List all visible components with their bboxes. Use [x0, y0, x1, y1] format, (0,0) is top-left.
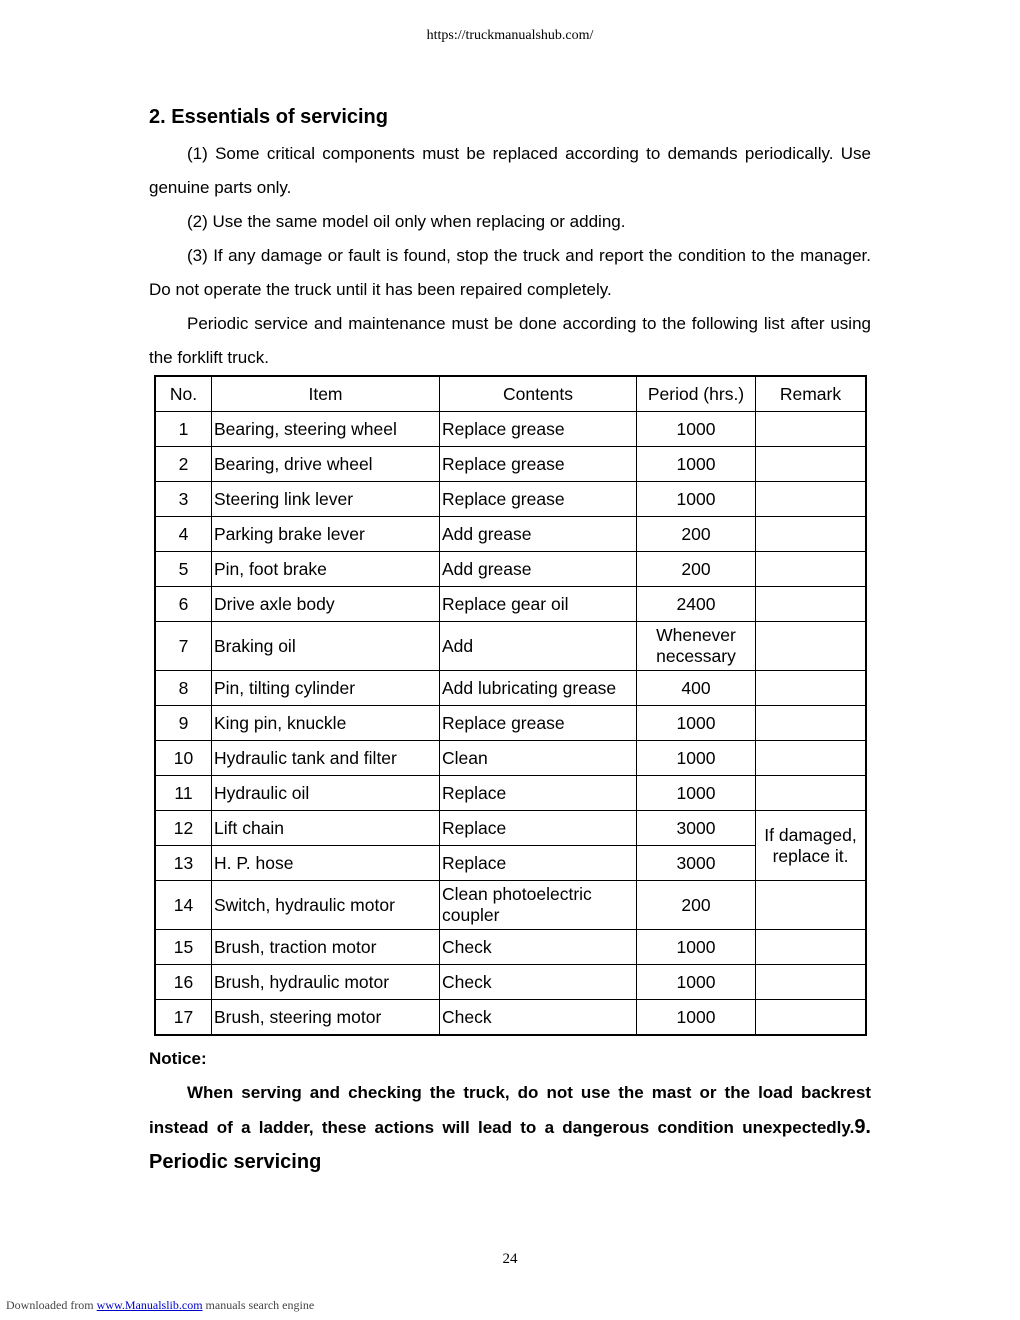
- cell-item: Drive axle body: [212, 587, 440, 622]
- cell-no: 15: [155, 930, 212, 965]
- cell-period: 1000: [637, 706, 756, 741]
- table-row: [155, 447, 866, 482]
- header-no: No.: [155, 376, 212, 412]
- paragraph-2: (2) Use the same model oil only when replacing or adding.: [187, 212, 626, 231]
- cell-item: King pin, knuckle: [212, 706, 440, 741]
- cell-no: 14: [155, 881, 212, 930]
- table-row: [155, 671, 866, 706]
- table-row: [155, 412, 866, 447]
- cell-no: 12: [155, 811, 212, 846]
- page-content: [149, 103, 871, 1180]
- cell-no: 9: [155, 706, 212, 741]
- cell-no: 8: [155, 671, 212, 706]
- cell-item: Brush, traction motor: [212, 930, 440, 965]
- next-section-heading: 9. Periodic servicing: [149, 1116, 871, 1173]
- cell-remark: [756, 412, 867, 447]
- cell-item: Brush, hydraulic motor: [212, 965, 440, 1000]
- section-title: 2. Essentials of servicing: [149, 106, 388, 128]
- table-row: [155, 930, 866, 965]
- cell-period: 1000: [637, 482, 756, 517]
- cell-remark: [756, 1000, 867, 1036]
- cell-period: 1000: [637, 412, 756, 447]
- cell-no: 10: [155, 741, 212, 776]
- cell-remark: [756, 671, 867, 706]
- cell-contents: Clean photoelectric coupler: [440, 881, 637, 930]
- cell-no: 16: [155, 965, 212, 1000]
- cell-no: 2: [155, 447, 212, 482]
- table-row: [155, 706, 866, 741]
- cell-item: Switch, hydraulic motor: [212, 881, 440, 930]
- cell-period: Whenever necessary: [637, 622, 756, 671]
- header-url: https://truckmanualshub.com/: [426, 28, 594, 43]
- table-row: [155, 881, 866, 930]
- footer-suffix: manuals search engine: [202, 1298, 315, 1312]
- cell-item: Braking oil: [212, 622, 440, 671]
- cell-period: 3000: [637, 846, 756, 881]
- cell-item: Pin, tilting cylinder: [212, 671, 440, 706]
- cell-period: 1000: [637, 965, 756, 1000]
- table-row: [155, 741, 866, 776]
- footer: [6, 1298, 314, 1313]
- cell-period: 3000: [637, 811, 756, 846]
- cell-contents: Replace: [440, 776, 637, 811]
- cell-item: Bearing, steering wheel: [212, 412, 440, 447]
- header-contents: Contents: [440, 376, 637, 412]
- cell-no: 13: [155, 846, 212, 881]
- cell-no: 4: [155, 517, 212, 552]
- cell-no: 11: [155, 776, 212, 811]
- cell-item: Parking brake lever: [212, 517, 440, 552]
- table-row: [155, 811, 866, 846]
- cell-remark: [756, 482, 867, 517]
- header-item: Item: [212, 376, 440, 412]
- cell-item: Bearing, drive wheel: [212, 447, 440, 482]
- cell-contents: Add grease: [440, 517, 637, 552]
- cell-no: 5: [155, 552, 212, 587]
- paragraph-4: Periodic service and maintenance must be done according to the following list after using the forklift truck.: [149, 314, 871, 367]
- table-row: [155, 622, 866, 671]
- cell-period: 200: [637, 517, 756, 552]
- notice-text: [149, 1076, 871, 1180]
- cell-period: 200: [637, 881, 756, 930]
- cell-no: 1: [155, 412, 212, 447]
- cell-item: Steering link lever: [212, 482, 440, 517]
- cell-item: H. P. hose: [212, 846, 440, 881]
- cell-contents: Check: [440, 930, 637, 965]
- manualslib-link[interactable]: www.Manualslib.com: [96, 1298, 203, 1312]
- header-remark: Remark: [756, 376, 867, 412]
- paragraph-1: (1) Some critical components must be replaced according to demands periodically. Use genuine parts only.: [149, 144, 871, 197]
- cell-item: Pin, foot brake: [212, 552, 440, 587]
- notice-label: Notice:: [149, 1049, 207, 1068]
- cell-contents: Replace grease: [440, 482, 637, 517]
- cell-remark: [756, 881, 867, 930]
- cell-period: 1000: [637, 776, 756, 811]
- table-row: [155, 517, 866, 552]
- cell-remark: [756, 776, 867, 811]
- cell-period: 200: [637, 552, 756, 587]
- cell-period: 2400: [637, 587, 756, 622]
- table-header-row: [155, 376, 866, 412]
- cell-period: 1000: [637, 447, 756, 482]
- cell-remark: [756, 930, 867, 965]
- cell-contents: Check: [440, 1000, 637, 1036]
- cell-period: 400: [637, 671, 756, 706]
- cell-period: 1000: [637, 741, 756, 776]
- cell-no: 6: [155, 587, 212, 622]
- cell-contents: Replace: [440, 846, 637, 881]
- cell-remark: [756, 965, 867, 1000]
- cell-contents: Replace grease: [440, 706, 637, 741]
- cell-remark-merged: If damaged, replace it.: [756, 811, 867, 881]
- cell-period: 1000: [637, 930, 756, 965]
- cell-item: Hydraulic oil: [212, 776, 440, 811]
- cell-period: 1000: [637, 1000, 756, 1036]
- table-row: [155, 1000, 866, 1036]
- table-row: [155, 965, 866, 1000]
- cell-contents: Add: [440, 622, 637, 671]
- cell-contents: Add grease: [440, 552, 637, 587]
- service-table: [154, 375, 867, 1036]
- cell-no: 7: [155, 622, 212, 671]
- table-row: [155, 776, 866, 811]
- cell-contents: Clean: [440, 741, 637, 776]
- cell-item: Lift chain: [212, 811, 440, 846]
- cell-remark: [756, 622, 867, 671]
- cell-remark: [756, 447, 867, 482]
- cell-contents: Replace grease: [440, 447, 637, 482]
- notice-body: When serving and checking the truck, do not use the mast or the load backrest instead of a ladder, these actions will lead to a dangerous condition unexpectedly.: [149, 1083, 871, 1137]
- footer-prefix: Downloaded from: [6, 1298, 97, 1312]
- table-row: [155, 552, 866, 587]
- cell-contents: Replace grease: [440, 412, 637, 447]
- table-row: [155, 482, 866, 517]
- cell-no: 3: [155, 482, 212, 517]
- cell-contents: Replace: [440, 811, 637, 846]
- cell-remark: [756, 587, 867, 622]
- cell-contents: Replace gear oil: [440, 587, 637, 622]
- header-period: Period (hrs.): [637, 376, 756, 412]
- paragraph-3: (3) If any damage or fault is found, stop the truck and report the condition to the manager. Do not operate the truck until it has been repaired completely.: [149, 246, 871, 299]
- cell-remark: [756, 517, 867, 552]
- page-number: 24: [502, 1251, 518, 1267]
- cell-no: 17: [155, 1000, 212, 1036]
- cell-remark: [756, 552, 867, 587]
- cell-contents: Check: [440, 965, 637, 1000]
- cell-item: Brush, steering motor: [212, 1000, 440, 1036]
- cell-contents: Add lubricating grease: [440, 671, 637, 706]
- cell-item: Hydraulic tank and filter: [212, 741, 440, 776]
- table-row: [155, 587, 866, 622]
- cell-remark: [756, 741, 867, 776]
- cell-remark: [756, 706, 867, 741]
